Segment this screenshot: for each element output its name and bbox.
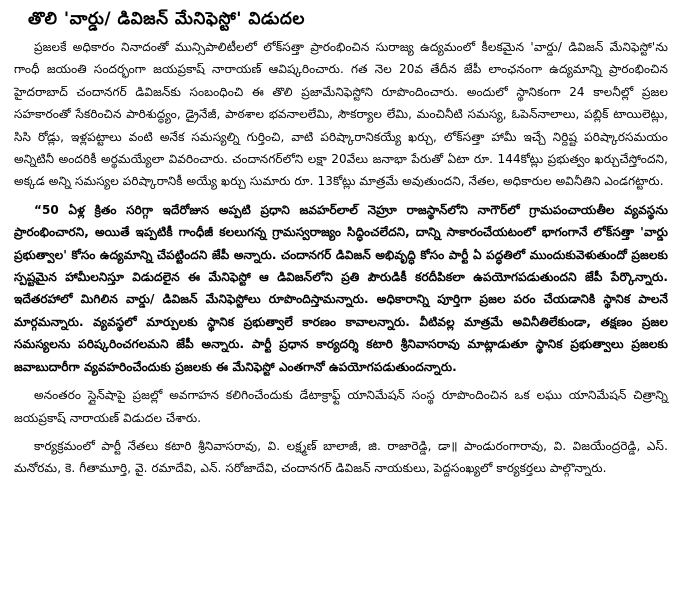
paragraph-attendees: కార్యక్రమంలో పార్టీ నేతలు కటారి శ్రీనివాసరావు, వి. లక్ష్మణ్ బాలాజీ, జి. రాజారెడ్డి, డా॥ పాండురంగారావు, వి. విజయేంద్రరెడ్డి, ఎస్. మనోరమ, కె. గీతామూర్తి, వై. రమాదేవి, ఎన్. సరోజాదేవి, చందానగర్ డివిజన్ నాయకులు, పెద్దసంఖ్యలో కార్యకర్తలు పాల్గొన్నారు.	[14, 438, 668, 476]
paragraph-jp-quote: “50 ఏళ్ల క్రితం సరిగ్గా ఇదేరోజున అప్పటి ప్రధాని జవహర్‌లాల్ నెహ్రూ రాజస్థాన్‌లోని నాగౌర్‌లో గ్రామపంచాయతీల వ్యవస్థను ప్రారంభించారని, అయితే ఇప్పటికీ గాంధీజీ కలలుగన్న గ్రామస్వరాజ్యం సిద్ధించలేదని, దాన్ని సాకారంచేయటంలో భాగంగానే లోక్‌సత్తా 'వార్డు ప్రభుత్వాల' కోసం ఉద్యమాన్ని చేపట్టిందని జేపీ అన్నారు. చందానగర్ డివిజన్ అభివృద్ధి కోసం పార్టీ ఏ పద్ధతిలో ముందుకువెళుతుందో ప్రజలకు స్పష్టమైన హామీలనిస్తూ విడుదలైన ఈ మేనిఫెస్టో ఆ డివిజన్‌లోని ప్రతి పౌరుడికీ కరదీపికలా ఉపయోగపడుతుందని జేపీ పేర్కొన్నారు. ఇదేతరహాలో మిగిలిన వార్డు/ డివిజన్ మేనిఫెస్టోలు రూపొందిస్తామన్నారు. అధికారాన్ని పూర్తిగా ప్రజల పరం చేయడానికి స్థానిక పాలనే మార్గమన్నారు. వ్యవస్థలో మార్పులకు స్థానిక ప్రభుత్వాలే కారణం కావాలన్నారు. వీటివల్ల మాత్రమే అవినీతిలేకుండా, తక్షణం ప్రజల సమస్యలను పరిష్కరించగలమని జేపీ అన్నారు. పార్టీ ప్రధాన కార్యదర్శి కటారి శ్రీనివాసరావు మాట్లాడుతూ స్థానిక ప్రభుత్వాలు ప్రజలకు జవాబుదారీగా వ్యవహరించేందుకు ప్రజలకు ఈ మేనిఫెస్టో ఎంతగానో ఉపయోగపడుతుందన్నారు.	[14, 202, 668, 374]
paragraph-animation-release: అనంతరం స్లైన్‌షాపై ప్రజల్లో అవగాహన కలిగించేందుకు డేటాక్రాఫ్ట్ యానిమేషన్ సంస్థ రూపొందించిన ఒక లఘు యానిమేషన్ చిత్రాన్ని జయప్రకాష్ నారాయణ్ విడుదల చేశారు.	[14, 388, 668, 425]
paragraph-manifesto-release: ప్రజలకే అధికారం నినాదంతో మున్సిపాలిటీలలో లోక్‌సత్తా ప్రారంభించిన సురాజ్య ఉద్యమంలో కీలకమైన 'వార్డు/ డివిజన్ మేనిఫెస్టో'ను గాంధీ జయంతి సందర్భంగా జయప్రకాష్ నారాయణ్ ఆవిష్కరించారు. గత నెల 20వ తేదీన జేపీ లాంఛనంగా ఉద్యమాన్ని ప్రారంభించిన హైదరాబాద్ చందానగర్ డివిజన్‌కు సంబంధించి ఈ తొలి ప్రజామేనిఫెస్టోని రూపొందించారు. అందులో స్థానికంగా 24 కాలనీల్లో ప్రజల సహకారంతో సేకరించిన పారిశుద్ధ్యం, డ్రైనేజీ, పాఠశాల భవనాలలేమి, సౌకర్యాల లేమి, మంచినీటి సమస్య, ఓపెన్‌నాలాలు, పబ్లిక్ టాయిలెట్లు, సిసి రోడ్లు, ఇళ్లపట్టాలు వంటి అనేక సమస్యల్ని గుర్తించి, వాటి పరిష్కారానికయ్యే ఖర్చు, లోక్‌సత్తా హామీ ఇచ్చే నిర్దిష్ట పరిష్కారసమయం అన్నిటినీ అందరికీ అర్థమయ్యేలా వివరించారు. చందానగర్‌లోని లక్షా 20వేలు జనాభా పేరుతో ఏటా రూ. 144కోట్లు ప్రభుత్వం ఖర్చుచేస్తోందని, అక్కడ అన్ని సమస్యల పరిష్కారానికీ అయ్యే ఖర్చు సుమారు రూ. 13కోట్లు మాత్రమే అవుతుందని, నేతల, అధికారుల అవినీతిని ఎండగట్టారు.	[14, 40, 668, 189]
article-title: తొలి 'వార్డు/ డివిజన్ మేనిఫెస్టో' విడుదల	[28, 9, 305, 29]
article-body	[14, 36, 668, 480]
